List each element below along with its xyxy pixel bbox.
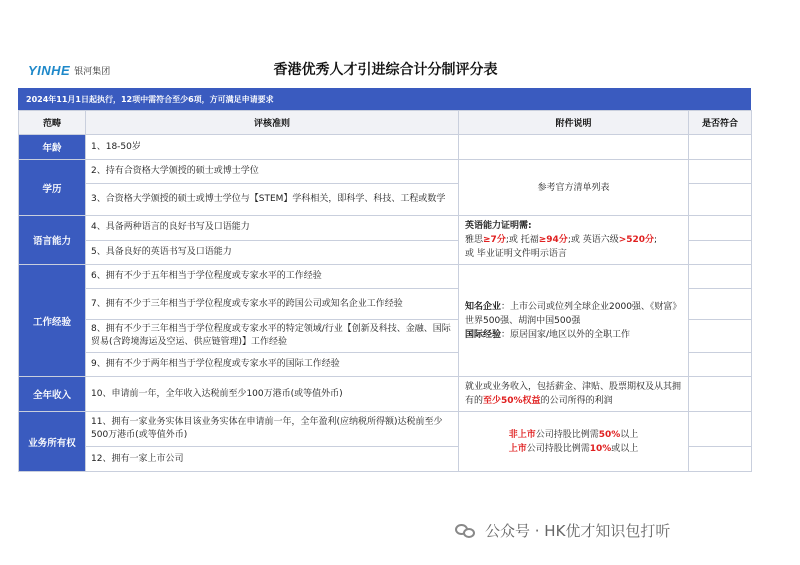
wechat-icon <box>455 522 477 540</box>
table-row <box>19 216 752 241</box>
logo-text: 银河集团 <box>74 67 111 77</box>
category-language: 语言能力 <box>19 216 86 265</box>
eligible-cell-12[interactable] <box>689 447 752 472</box>
note-work-experience <box>459 265 689 377</box>
note-business-unlisted: 非上市公司持股比例需50%以上 <box>508 429 639 440</box>
criterion-8: 8、拥有不少于三年相当于学位程度或专家水平的特定领域/行业【创新及科技、金融、国际贸易(含跨境海运及空运、供应链管理)】工作经验 <box>86 320 459 353</box>
criterion-6: 6、拥有不少于五年相当于学位程度或专家水平的工作经验 <box>86 265 459 289</box>
eligible-cell-7[interactable] <box>689 289 752 320</box>
effective-date-banner: 2024年11月1日起执行，12项中需符合至少6项，方可满足申请要求 <box>18 88 751 110</box>
criterion-7: 7、拥有不少于三年相当于学位程度或专家水平的跨国公司或知名企业工作经验 <box>86 289 459 320</box>
table-row <box>19 135 752 160</box>
criterion-11: 11、拥有一家业务实体目该业务实体在申请前一年，全年盈利(应纳税所得额)达税前至少500万港币(或等值外币) <box>86 412 459 447</box>
category-business-ownership: 业务所有权 <box>19 412 86 472</box>
eligible-cell-6[interactable] <box>689 265 752 289</box>
criterion-1: 1、18-50岁 <box>86 135 459 160</box>
scoring-table <box>18 110 752 472</box>
note-income: 就业或业务收入，包括薪金、津贴、股票期权及从其拥有的至少50%权益的公司所得的利润 <box>459 377 689 412</box>
table-header-row <box>19 111 752 135</box>
column-header-notes: 附件说明 <box>459 111 689 135</box>
note-education: 参考官方清单列表 <box>459 160 689 216</box>
criterion-2: 2、持有合资格大学颁授的硕士或博士学位 <box>86 160 459 184</box>
table-row <box>19 265 752 289</box>
category-age: 年龄 <box>19 135 86 160</box>
category-education: 学历 <box>19 160 86 216</box>
note-language-line2: 或 毕业证明文件明示语言 <box>465 249 567 259</box>
eligible-cell-4[interactable] <box>689 216 752 241</box>
eligible-cell-9[interactable] <box>689 353 752 377</box>
column-header-category: 范畴 <box>19 111 86 135</box>
page-title: 香港优秀人才引进综合计分制评分表 <box>273 62 498 78</box>
table-row <box>19 160 752 184</box>
eligible-cell-2[interactable] <box>689 160 752 184</box>
column-header-eligible: 是否符合 <box>689 111 752 135</box>
criterion-4: 4、具备两种语言的良好书写及口语能力 <box>86 216 459 241</box>
eligible-cell-3[interactable] <box>689 184 752 216</box>
wechat-watermark <box>455 520 670 541</box>
criterion-9: 9、拥有不少于两年相当于学位程度或专家水平的国际工作经验 <box>86 353 459 377</box>
watermark-text: 公众号 · HK优才知识包打听 <box>485 522 671 540</box>
note-work-international: 国际经验：原居国家/地区以外的全职工作 <box>465 329 631 340</box>
eligible-cell-10[interactable] <box>689 377 752 412</box>
eligible-cell-1[interactable] <box>689 135 752 160</box>
category-work-experience: 工作经验 <box>19 265 86 377</box>
logo-mark: YINHE <box>28 63 71 78</box>
criterion-5: 5、具备良好的英语书写及口语能力 <box>86 240 459 265</box>
criterion-3: 3、合资格大学颁授的硕士或博士学位与【STEM】学科相关，即科学、科技、工程或数学 <box>86 184 459 216</box>
criterion-10: 10、申请前一年，全年收入达税前至少100万港币(或等值外币) <box>86 377 459 412</box>
column-header-criteria: 评核准则 <box>86 111 459 135</box>
note-work-known-company: 知名企业：上市公司或位列全球企业2000强、《财富》世界500强、胡润中国500强 <box>465 301 682 326</box>
eligible-cell-5[interactable] <box>689 240 752 265</box>
category-income: 全年收入 <box>19 377 86 412</box>
table-row <box>19 412 752 447</box>
eligible-cell-11[interactable] <box>689 412 752 447</box>
note-language <box>459 216 689 265</box>
criterion-12: 12、拥有一家上市公司 <box>86 447 459 472</box>
note-age <box>459 135 689 160</box>
note-business-ownership <box>459 412 689 472</box>
page-header <box>18 55 753 85</box>
table-row <box>19 377 752 412</box>
note-language-line1: 雅思≥7分;或 托福≥94分;或 英语六级>520分; <box>465 235 658 245</box>
note-business-listed: 上市公司持股比例需10%或以上 <box>508 443 639 454</box>
note-language-title: 英语能力证明需: <box>465 221 532 231</box>
eligible-cell-8[interactable] <box>689 320 752 353</box>
